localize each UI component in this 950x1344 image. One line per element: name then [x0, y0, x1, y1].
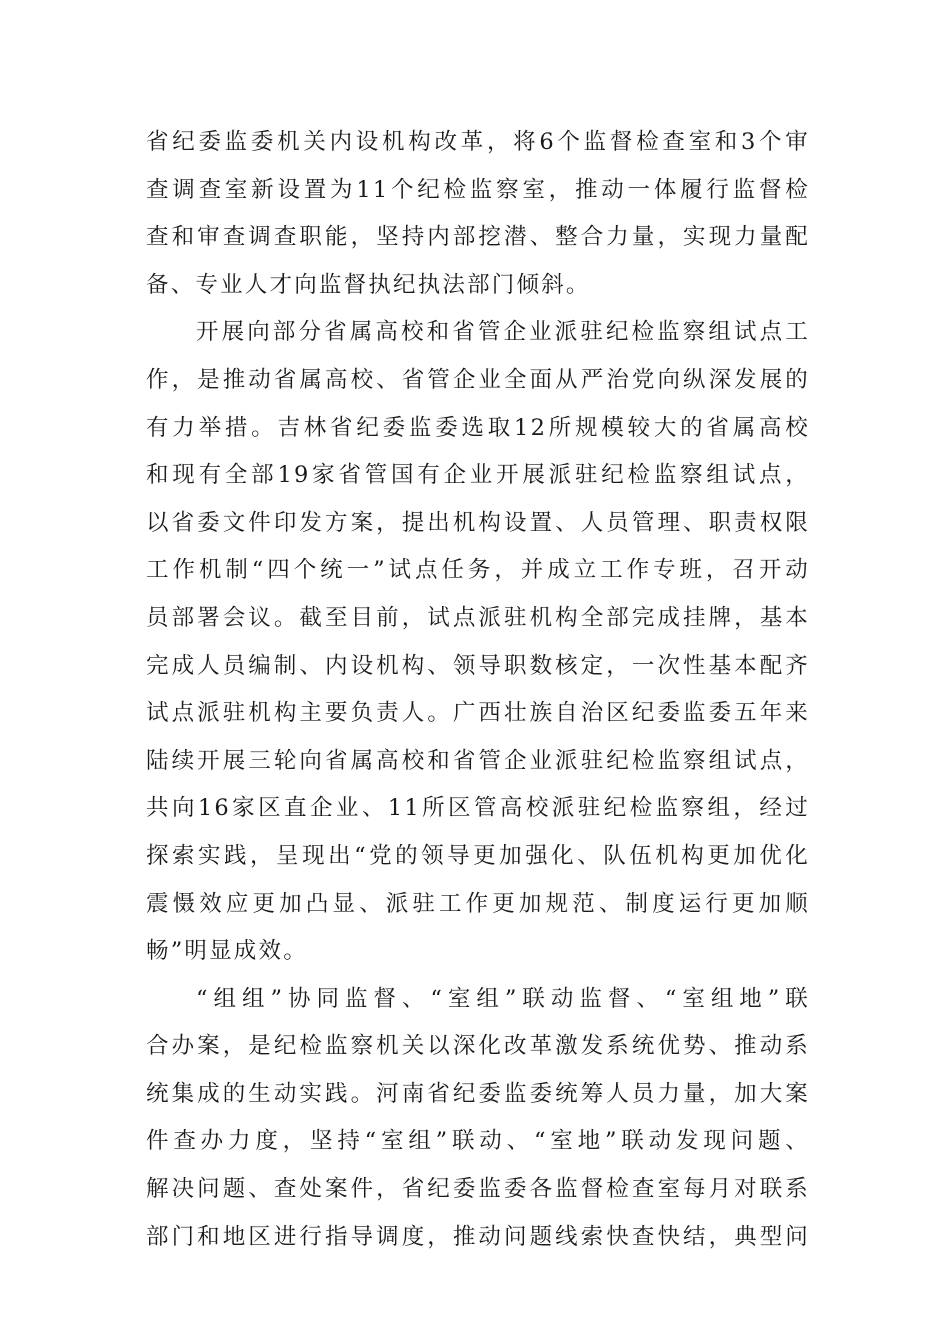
text-line: 备、专业人才向监督执纪执法部门倾斜。 — [146, 271, 591, 298]
text-line: 有力举措。吉林省纪委监委选取12所规模较大的省属高校 — [146, 414, 810, 441]
text-line: 和现有全部19家省管国有企业开展派驻纪检监察组试点， — [146, 462, 810, 489]
text-line: 作，是推动省属高校、省管企业全面从严治党向纵深发展的 — [146, 366, 810, 393]
text-line: 震慑效应更加凸显、派驻工作更加规范、制度运行更加顺 — [146, 890, 810, 917]
text-line: 开展向部分省属高校和省管企业派驻纪检监察组试点工 — [196, 319, 810, 346]
document-body — [146, 119, 810, 1261]
text-line: 件查办力度，坚持“室组”联动、“室地”联动发现问题、 — [146, 1128, 810, 1155]
text-line: “组组”协同监督、“室组”联动监督、“室组地”联 — [196, 985, 810, 1012]
text-line: 工作机制“四个统一”试点任务，并成立工作专班，召开动 — [146, 557, 810, 584]
text-line: 统集成的生动实践。河南省纪委监委统筹人员力量，加大案 — [146, 1080, 810, 1107]
text-line: 查调查室新设置为11个纪检监察室，推动一体履行监督检 — [146, 176, 810, 203]
text-line: 陆续开展三轮向省属高校和省管企业派驻纪检监察组试点， — [146, 747, 810, 774]
text-line: 探索实践，呈现出“党的领导更加强化、队伍机构更加优化 — [146, 842, 810, 869]
text-line: 畅”明显成效。 — [146, 938, 308, 965]
text-line: 查和审查调查职能，坚持内部挖潜、整合力量，实现力量配 — [146, 224, 810, 251]
paragraph — [146, 119, 810, 309]
paragraph — [146, 976, 810, 1262]
paragraph — [146, 309, 810, 975]
text-line: 合办案，是纪检监察机关以深化改革激发系统优势、推动系 — [146, 1033, 810, 1060]
text-line: 省纪委监委机关内设机构改革，将6个监督检查室和3个审 — [146, 129, 810, 155]
text-line: 解决问题、查处案件，省纪委监委各监督检查室每月对联系 — [146, 1176, 810, 1203]
text-line: 员部署会议。截至目前，试点派驻机构全部完成挂牌，基本 — [146, 604, 810, 631]
text-line: 部门和地区进行指导调度，推动问题线索快查快结，典型问 — [146, 1223, 810, 1250]
text-line: 完成人员编制、内设机构、领导职数核定，一次性基本配齐 — [146, 652, 810, 679]
text-line: 以省委文件印发方案，提出机构设置、人员管理、职责权限 — [146, 509, 810, 536]
text-line: 共向16家区直企业、11所区管高校派驻纪检监察组，经过 — [146, 795, 810, 822]
text-line: 试点派驻机构主要负责人。广西壮族自治区纪委监委五年来 — [146, 700, 810, 727]
